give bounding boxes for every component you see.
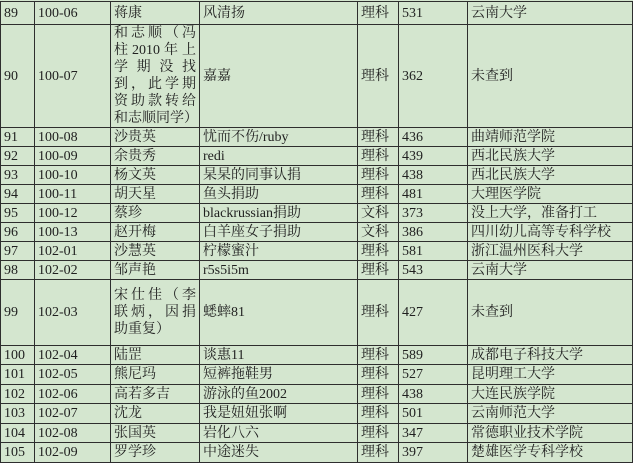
cell-name[interactable]: 蔡珍 — [111, 204, 200, 223]
cell-student-id[interactable]: 100-11 — [35, 185, 111, 204]
cell-nickname[interactable]: 谈惠11 — [200, 346, 358, 365]
cell-school[interactable]: 未查到 — [468, 25, 633, 128]
cell-student-id[interactable]: 102-04 — [35, 346, 111, 365]
cell-school[interactable]: 大理医学院 — [468, 185, 633, 204]
cell-name[interactable]: 邹声艳 — [111, 261, 200, 280]
cell-row-number[interactable]: 97 — [1, 242, 35, 261]
table-row — [1, 25, 633, 128]
cell-track[interactable]: 理科 — [358, 280, 399, 346]
cell-nickname[interactable]: 柠檬蜜汁 — [200, 242, 358, 261]
cell-student-id[interactable]: 100-06 — [35, 2, 111, 25]
cell-name[interactable]: 罗学珍 — [111, 443, 200, 463]
table-row — [1, 346, 633, 365]
cell-row-number[interactable]: 95 — [1, 204, 35, 223]
cell-student-id[interactable]: 100-07 — [35, 25, 111, 128]
cell-row-number[interactable]: 92 — [1, 147, 35, 166]
cell-student-id[interactable]: 102-08 — [35, 424, 111, 443]
cell-name[interactable]: 胡天星 — [111, 185, 200, 204]
cell-row-number[interactable]: 99 — [1, 280, 35, 346]
cell-row-number[interactable]: 98 — [1, 261, 35, 280]
cell-name[interactable]: 沈龙 — [111, 404, 200, 424]
cell-name[interactable]: 张国英 — [111, 424, 200, 443]
cell-school[interactable]: 浙江温州医科大学 — [468, 242, 633, 261]
cell-track[interactable]: 理科 — [358, 185, 399, 204]
cell-row-number[interactable]: 90 — [1, 25, 35, 128]
cell-track[interactable]: 理科 — [358, 128, 399, 147]
cell-school[interactable]: 常德职业技术学院 — [468, 424, 633, 443]
cell-score[interactable]: 386 — [399, 223, 468, 242]
cell-student-id[interactable]: 100-12 — [35, 204, 111, 223]
table-row — [1, 261, 633, 280]
cell-student-id[interactable]: 102-03 — [35, 280, 111, 346]
table-row — [1, 147, 633, 166]
cell-track[interactable]: 理科 — [358, 424, 399, 443]
cell-nickname[interactable]: 我是妞妞张啊 — [200, 404, 358, 424]
cell-nickname[interactable]: r5s5i5m — [200, 261, 358, 280]
cell-name[interactable]: 陆罡 — [111, 346, 200, 365]
cell-nickname[interactable]: 鱼头捐助 — [200, 185, 358, 204]
cell-nickname[interactable]: 蟋蟀81 — [200, 280, 358, 346]
cell-score[interactable]: 438 — [399, 166, 468, 185]
cell-track[interactable]: 理科 — [358, 346, 399, 365]
cell-school[interactable]: 四川幼儿高等专科学校 — [468, 223, 633, 242]
cell-nickname[interactable]: 白羊座女子捐助 — [200, 223, 358, 242]
cell-school[interactable]: 西北民族大学 — [468, 147, 633, 166]
cell-row-number[interactable]: 103 — [1, 404, 35, 424]
cell-row-number[interactable]: 96 — [1, 223, 35, 242]
cell-name[interactable]: 宋仕佳（李联炳，因捐助重复） — [111, 280, 200, 346]
table-row — [1, 365, 633, 385]
cell-student-id[interactable]: 100-08 — [35, 128, 111, 147]
cell-nickname[interactable]: 嘉嘉 — [200, 25, 358, 128]
cell-nickname[interactable]: 杲杲的同事认捐 — [200, 166, 358, 185]
cell-row-number[interactable]: 100 — [1, 346, 35, 365]
cell-row-number[interactable]: 94 — [1, 185, 35, 204]
cell-track[interactable]: 理科 — [358, 25, 399, 128]
table-row — [1, 404, 633, 424]
cell-row-number[interactable]: 105 — [1, 443, 35, 463]
cell-track[interactable]: 理科 — [358, 404, 399, 424]
table-row — [1, 166, 633, 185]
cell-student-id[interactable]: 102-01 — [35, 242, 111, 261]
cell-score[interactable]: 589 — [399, 346, 468, 365]
cell-nickname[interactable]: 岩化八六 — [200, 424, 358, 443]
cell-score[interactable]: 397 — [399, 443, 468, 463]
cell-nickname[interactable]: blackrussian捐助 — [200, 204, 358, 223]
cell-nickname[interactable]: redi — [200, 147, 358, 166]
cell-name[interactable]: 沙贵英 — [111, 128, 200, 147]
cell-school[interactable]: 云南师范大学 — [468, 404, 633, 424]
cell-score[interactable]: 527 — [399, 365, 468, 385]
cell-score[interactable]: 481 — [399, 185, 468, 204]
cell-student-id[interactable]: 102-05 — [35, 365, 111, 385]
cell-student-id[interactable]: 100-10 — [35, 166, 111, 185]
cell-row-number[interactable]: 102 — [1, 385, 35, 404]
table-row — [1, 223, 633, 242]
table-row — [1, 385, 633, 404]
cell-nickname[interactable]: 短裤拖鞋男 — [200, 365, 358, 385]
cell-school[interactable]: 昆明理工大学 — [468, 365, 633, 385]
cell-track[interactable]: 文科 — [358, 223, 399, 242]
cell-name[interactable]: 余贵秀 — [111, 147, 200, 166]
cell-name[interactable]: 沙慧英 — [111, 242, 200, 261]
cell-row-number[interactable]: 101 — [1, 365, 35, 385]
cell-school[interactable]: 未查到 — [468, 280, 633, 346]
cell-name[interactable]: 高若多吉 — [111, 385, 200, 404]
cell-student-id[interactable]: 100-09 — [35, 147, 111, 166]
cell-score[interactable]: 427 — [399, 280, 468, 346]
table-row — [1, 128, 633, 147]
table-body — [1, 2, 633, 463]
cell-score[interactable]: 373 — [399, 204, 468, 223]
cell-student-id[interactable]: 102-02 — [35, 261, 111, 280]
cell-track[interactable]: 理科 — [358, 2, 399, 25]
cell-student-id[interactable]: 102-09 — [35, 443, 111, 463]
cell-nickname[interactable]: 忧而不伤/ruby — [200, 128, 358, 147]
cell-track[interactable]: 理科 — [358, 385, 399, 404]
cell-score[interactable]: 347 — [399, 424, 468, 443]
cell-school[interactable]: 没上大学，准备打工 — [468, 204, 633, 223]
cell-school[interactable]: 云南大学 — [468, 2, 633, 25]
cell-score[interactable]: 501 — [399, 404, 468, 424]
table-row — [1, 2, 633, 25]
cell-student-id[interactable]: 100-13 — [35, 223, 111, 242]
cell-score[interactable]: 438 — [399, 385, 468, 404]
cell-row-number[interactable]: 91 — [1, 128, 35, 147]
cell-track[interactable]: 理科 — [358, 166, 399, 185]
table-row — [1, 443, 633, 463]
cell-school[interactable]: 楚雄医学专科学校 — [468, 443, 633, 463]
cell-name[interactable]: 赵开梅 — [111, 223, 200, 242]
cell-track[interactable]: 理科 — [358, 242, 399, 261]
cell-name[interactable]: 熊尼玛 — [111, 365, 200, 385]
cell-track[interactable]: 理科 — [358, 443, 399, 463]
cell-score[interactable]: 362 — [399, 25, 468, 128]
table-row — [1, 185, 633, 204]
cell-track[interactable]: 理科 — [358, 365, 399, 385]
cell-student-id[interactable]: 102-07 — [35, 404, 111, 424]
cell-school[interactable]: 大连民族学院 — [468, 385, 633, 404]
table-row — [1, 424, 633, 443]
cell-row-number[interactable]: 89 — [1, 2, 35, 25]
table-row — [1, 204, 633, 223]
table-row — [1, 242, 633, 261]
cell-score[interactable]: 531 — [399, 2, 468, 25]
cell-school[interactable]: 云南大学 — [468, 261, 633, 280]
cell-school[interactable]: 成都电子科技大学 — [468, 346, 633, 365]
cell-track[interactable]: 文科 — [358, 204, 399, 223]
cell-name[interactable]: 蒋康 — [111, 2, 200, 25]
table-row — [1, 280, 633, 346]
cell-school[interactable]: 西北民族大学 — [468, 166, 633, 185]
cell-row-number[interactable]: 93 — [1, 166, 35, 185]
cell-score[interactable]: 543 — [399, 261, 468, 280]
cell-name[interactable]: 杨文英 — [111, 166, 200, 185]
cell-student-id[interactable]: 102-06 — [35, 385, 111, 404]
cell-track[interactable]: 理科 — [358, 147, 399, 166]
cell-score[interactable]: 436 — [399, 128, 468, 147]
cell-school[interactable]: 曲靖师范学院 — [468, 128, 633, 147]
cell-score[interactable]: 439 — [399, 147, 468, 166]
cell-row-number[interactable]: 104 — [1, 424, 35, 443]
cell-nickname[interactable]: 风清扬 — [200, 2, 358, 25]
cell-nickname[interactable]: 游泳的鱼2002 — [200, 385, 358, 404]
cell-track[interactable]: 理科 — [358, 261, 399, 280]
cell-score[interactable]: 581 — [399, 242, 468, 261]
cell-nickname[interactable]: 中途迷失 — [200, 443, 358, 463]
student-donation-table — [0, 1, 633, 463]
cell-name[interactable]: 和志顺（冯柱2010年上学期没找到，此学期资助款转给和志顺同学） — [111, 25, 200, 128]
